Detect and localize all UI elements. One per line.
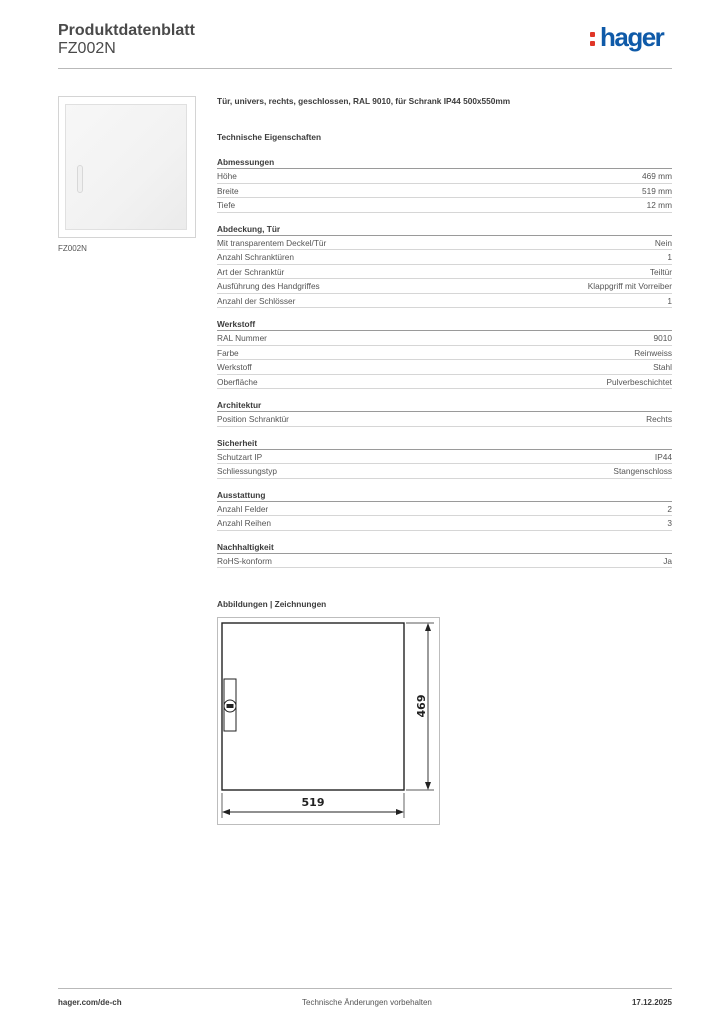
spec-label: Ausführung des Handgriffes <box>217 281 320 291</box>
drawing-title: Abbildungen | Zeichnungen <box>217 599 327 609</box>
spec-row <box>217 294 672 309</box>
logo-colon-icon <box>590 32 597 49</box>
spec-content <box>217 94 672 568</box>
spec-row <box>217 250 672 265</box>
hager-logo <box>596 22 674 56</box>
section-title: Architektur <box>217 399 672 412</box>
lock-slot <box>227 704 234 708</box>
spec-label: RoHS-konform <box>217 555 272 566</box>
door-image <box>65 104 187 230</box>
footer-date: 17.12.2025 <box>631 998 672 1007</box>
technical-drawing <box>217 617 440 825</box>
spec-label: Höhe <box>217 171 237 181</box>
spec-value: 9010 <box>653 333 672 343</box>
spec-row <box>217 184 672 199</box>
spec-row <box>217 265 672 280</box>
spec-value: Ja <box>663 555 672 566</box>
spec-row <box>217 331 672 346</box>
spec-value: 2 <box>667 503 672 514</box>
spec-label: Anzahl der Schlösser <box>217 295 296 306</box>
spec-sections <box>217 156 672 568</box>
spec-value: IP44 <box>654 451 672 462</box>
spec-section <box>217 541 672 569</box>
section-title: Sicherheit <box>217 437 672 450</box>
arrow-up-icon <box>425 623 431 631</box>
spec-label: Schutzart IP <box>217 451 263 462</box>
spec-section <box>217 399 672 427</box>
product-code: FZ002N <box>58 40 116 57</box>
section-title: Werkstoff <box>217 318 672 331</box>
spec-value: 3 <box>667 518 672 528</box>
spec-value: Reinweiss <box>634 347 672 358</box>
spec-value: Teiltür <box>649 266 672 277</box>
spec-label: Anzahl Reihen <box>217 518 271 528</box>
spec-row <box>217 464 672 479</box>
arrow-right-icon <box>396 809 404 815</box>
spec-section <box>217 318 672 389</box>
spec-row <box>217 236 672 251</box>
spec-label: Position Schranktür <box>217 414 289 424</box>
spec-label: Art der Schranktür <box>217 266 285 277</box>
spec-label: Farbe <box>217 347 239 358</box>
header-divider <box>58 68 672 69</box>
logo-text: hager <box>600 22 664 52</box>
arrow-left-icon <box>222 809 230 815</box>
spec-label: Anzahl Felder <box>217 503 269 514</box>
spec-value: 469 mm <box>642 171 672 181</box>
product-description: Tür, univers, rechts, geschlossen, RAL 9010, für Schrank IP44 500x550mm <box>217 96 511 106</box>
spec-value: Rechts <box>646 414 672 424</box>
spec-value: 1 <box>667 295 672 306</box>
footer-notice: Technische Änderungen vorbehalten <box>302 998 432 1007</box>
section-title: Nachhaltigkeit <box>217 541 672 554</box>
footer-divider <box>58 988 672 989</box>
spec-section <box>217 223 672 309</box>
spec-value: Stahl <box>653 362 672 372</box>
door-handle-icon <box>77 165 83 193</box>
spec-label: Schliessungstyp <box>217 466 277 476</box>
spec-label: Oberfläche <box>217 376 258 387</box>
section-gap <box>217 427 672 437</box>
spec-row <box>217 412 672 427</box>
spec-value: 519 mm <box>642 185 672 196</box>
section-title: Abdeckung, Tür <box>217 223 672 236</box>
spec-row <box>217 198 672 213</box>
spec-value: Klappgriff mit Vorreiber <box>587 281 672 291</box>
spec-section <box>217 437 672 479</box>
spec-section <box>217 489 672 531</box>
spec-label: Tiefe <box>217 200 236 210</box>
spec-row <box>217 360 672 375</box>
section-gap <box>217 308 672 318</box>
arrow-down-icon <box>425 782 431 790</box>
spec-label: Werkstoff <box>217 362 252 372</box>
section-gap <box>217 213 672 223</box>
spec-row <box>217 516 672 531</box>
spec-value: Stangenschloss <box>613 466 672 476</box>
spec-section <box>217 156 672 213</box>
section-gap <box>217 389 672 399</box>
spec-row <box>217 502 672 517</box>
tech-heading: Technische Eigenschaften <box>217 132 322 142</box>
product-thumbnail <box>58 96 196 238</box>
spec-label: Anzahl Schranktüren <box>217 252 295 262</box>
spec-label: Breite <box>217 185 239 196</box>
footer-website-link[interactable]: hager.com/de-ch <box>58 998 122 1007</box>
spec-row <box>217 554 672 569</box>
spec-row <box>217 279 672 294</box>
spec-row <box>217 375 672 390</box>
thumbnail-caption: FZ002N <box>58 244 87 253</box>
section-title: Ausstattung <box>217 489 672 502</box>
section-gap <box>217 479 672 489</box>
width-label: 519 <box>301 796 325 809</box>
spec-row <box>217 450 672 465</box>
spec-value: Nein <box>654 237 672 248</box>
spec-value: Pulverbeschichtet <box>606 376 672 387</box>
spec-row <box>217 346 672 361</box>
section-gap <box>217 531 672 541</box>
section-title: Abmessungen <box>217 156 672 169</box>
page-title: Produktdatenblatt <box>58 22 195 39</box>
spec-value: 1 <box>667 252 672 262</box>
spec-label: Mit transparentem Deckel/Tür <box>217 237 327 248</box>
door-outline <box>222 623 404 790</box>
door-drawing-svg <box>218 618 439 824</box>
height-label: 469 <box>415 694 428 718</box>
spec-label: RAL Nummer <box>217 333 267 343</box>
spec-row <box>217 169 672 184</box>
spec-value: 12 mm <box>646 200 672 210</box>
